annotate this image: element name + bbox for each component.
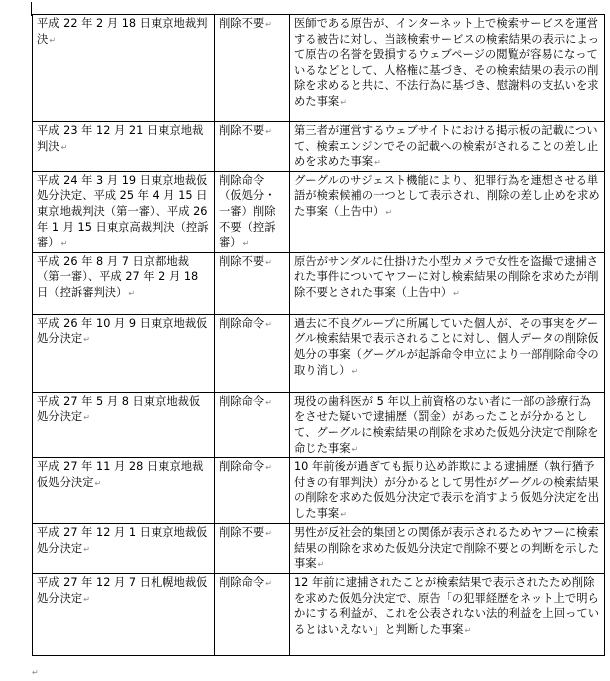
table-row <box>33 171 605 252</box>
paragraph-mark-icon: ↵ <box>265 397 272 407</box>
table-row <box>33 392 605 457</box>
paragraph-mark-icon: ↵ <box>385 207 393 217</box>
case-result-cell: 削除命令（仮処分・一審）削除不要（控訴審）↵ <box>215 171 290 252</box>
case-summary-cell: グーグルのサジェスト機能により、犯罪行為を連想させる単語が検索候補の一つとして表示され、削除の差し止めを求めた事案（上告中）↵ <box>290 171 605 252</box>
paragraph-mark-icon: ↵ <box>32 668 39 677</box>
table-row <box>33 573 605 655</box>
paragraph-mark-icon: ↵ <box>265 529 272 539</box>
paragraph-mark-icon: ↵ <box>265 319 272 329</box>
paragraph-mark-icon: ↵ <box>453 288 460 298</box>
paragraph-mark-icon: ↵ <box>265 578 272 588</box>
paragraph-mark-icon: ↵ <box>317 560 325 570</box>
table-row <box>33 252 605 314</box>
case-summary-cell: 過去に不良グループに所属していた個人が、その事実をグーグル検索結果で表示されることに対し、個人データの削除仮処分の事案（グーグルが起訴命令申立により一部削除命令の取り消し）↵ <box>290 314 605 392</box>
case-summary-cell: 原告がサンダルに仕掛けた小型カメラで女性を盗撮で逮捕された事件についてヤフーに対し検索結果の削除を求めたが削除不要とされた事案（上告中）↵ <box>290 252 605 314</box>
paragraph-mark-icon: ↵ <box>83 413 90 423</box>
paragraph-mark-icon: ↵ <box>60 239 68 249</box>
case-summary-cell: 医師である原告が、インターネット上で検索サービスを運営する被告に対し、当該検索サービスの検索結果の表示によって原告の名誉を毀損するウェブページの閲覧が容易になっているなどとして、人格権に基づき、その検索結果の表示の削除を求めると共に、不法行為に基づき、慰謝料の支払いを求めた事案↵ <box>290 15 605 122</box>
court-cases-table <box>32 14 605 656</box>
case-result-cell: 削除命令↵ <box>215 573 290 655</box>
paragraph-mark-icon: ↵ <box>265 20 272 29</box>
case-date-cell: 平成 24 年 3 月 19 日東京地裁仮処分決定、平成 25 年 4 月 15 日東京地裁判決（第一審）、平成 26 年 1 月 15 日東京高裁判決（控訴審）↵ <box>33 171 215 252</box>
case-date-cell: 平成 22 年 2 月 18 日東京地裁判決↵ <box>33 15 215 122</box>
table-row <box>33 122 605 172</box>
case-result-cell: 削除不要↵ <box>215 252 290 314</box>
table-row <box>33 314 605 392</box>
case-summary-cell: 第三者が運営するウェブサイトにおける掲示板の記載について、検索エンジンでその記載への検索がされることの差し止めを求めた事案↵ <box>290 122 605 172</box>
case-date-cell: 平成 27 年 5 月 8 日東京地裁仮処分決定↵ <box>33 392 215 457</box>
case-result-cell: 削除不要↵ <box>215 122 290 172</box>
paragraph-mark-icon: ↵ <box>242 239 250 249</box>
table-row <box>33 458 605 524</box>
paragraph-mark-icon: ↵ <box>374 158 381 168</box>
paragraph-mark-icon: ↵ <box>83 594 90 604</box>
case-summary-cell: 現役の歯科医が 5 年以上前資格のない者に一部の診療行為をさせた疑いで逮捕歴（罰金）があったことが分かるとして、グーグルに検索結果の削除を求めた仮処分決定で削除を命じた事案↵ <box>290 392 605 457</box>
case-result-cell: 削除命令↵ <box>215 314 290 392</box>
paragraph-mark-icon: ↵ <box>83 544 90 554</box>
case-date-cell: 平成 23 年 12 月 21 日東京地裁判決↵ <box>33 122 215 172</box>
case-result-cell: 削除不要↵ <box>215 524 290 574</box>
paragraph-mark-icon: ↵ <box>94 478 102 488</box>
case-summary-cell: 12 年前に逮捕されたことが検索結果で表示されたため削除を求めた仮処分決定で、原告「の犯罪経歴をネット上で明らかにする利益が、これを公表されない法的利益を上回っているとはいえない」と判断した事案↵ <box>290 573 605 655</box>
case-result-cell: 削除命令↵ <box>215 392 290 457</box>
paragraph-mark-icon: ↵ <box>265 257 272 267</box>
paragraph-mark-icon: ↵ <box>265 463 272 473</box>
paragraph-mark-icon: ↵ <box>340 97 347 107</box>
case-summary-cell: 男性が反社会的集団との関係が表示されるためヤフーに検索結果の削除を求めた仮処分決定で削除不要との判断を示した事案↵ <box>290 524 605 574</box>
paragraph-mark-icon: ↵ <box>49 35 57 45</box>
case-date-cell: 平成 27 年 12 月 7 日札幌地裁仮処分決定↵ <box>33 573 215 655</box>
table-row <box>33 524 605 574</box>
paragraph-mark-icon: ↵ <box>464 625 472 635</box>
paragraph-mark-icon: ↵ <box>265 127 272 136</box>
paragraph-mark-icon: ↵ <box>351 366 359 376</box>
case-date-cell: 平成 26 年 10 月 9 日東京地裁仮処分決定↵ <box>33 314 215 392</box>
paragraph-mark-icon: ↵ <box>340 509 347 519</box>
table-row <box>33 15 605 122</box>
case-date-cell: 平成 26 年 8 月 7 日京都地裁（第一審）、平成 27 年 2 月 18 日（控訴審判決）↵ <box>33 252 215 314</box>
paragraph-mark-icon: ↵ <box>83 335 90 345</box>
case-date-cell: 平成 27 年 11 月 28 日東京地裁仮処分決定↵ <box>33 458 215 524</box>
case-result-cell: 削除不要↵ <box>215 15 290 122</box>
paragraph-mark-icon: ↵ <box>351 444 359 454</box>
case-summary-cell: 10 年前後が過ぎても振り込め詐欺による逮捕歴（執行猶予付きの有罪判決）が分かるとして男性がグーグルの検索結果の削除を求めた仮処分決定で表示を消すよう仮処分決定を出した事案↵ <box>290 458 605 524</box>
paragraph-mark-icon: ↵ <box>128 288 136 298</box>
case-result-cell: 削除命令↵ <box>215 458 290 524</box>
paragraph-mark-icon: ↵ <box>60 142 68 152</box>
case-date-cell: 平成 27 年 12 月 1 日東京地裁仮処分決定↵ <box>33 524 215 574</box>
